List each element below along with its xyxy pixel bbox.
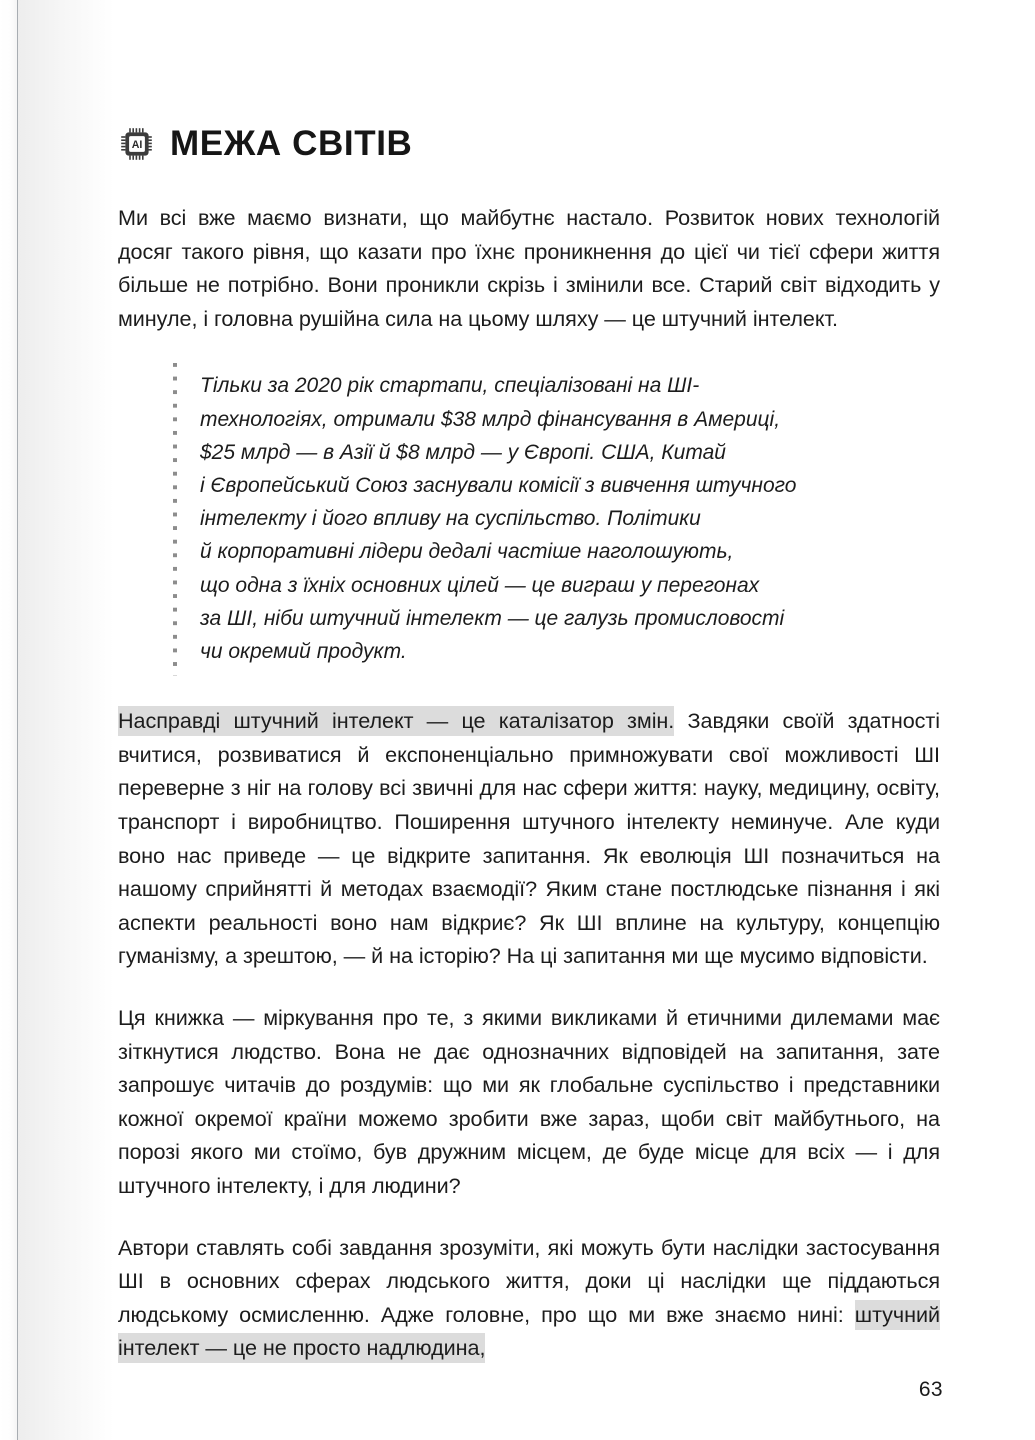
page-gutter-line xyxy=(17,0,18,1440)
paragraph-authors-start: Автори ставлять собі завдання зрозуміти, які можуть бути наслідки застосування ШІ в основних сферах людського життя, доки ці наслідки ще піддаються людському осмисленню. Адже головне, про що ми вже знаємо нині: xyxy=(118,1234,940,1327)
page-gutter-gradient xyxy=(18,0,114,1440)
highlight-superhuman: штучний інтелект — це не просто надлюдина, xyxy=(118,1300,940,1364)
page-content-column xyxy=(118,0,940,1365)
paragraph-authors-clip xyxy=(118,1231,940,1365)
pull-quote-line: і Європейський Союз заснували комісії з вивчення штучного xyxy=(200,473,797,497)
page-number: 63 xyxy=(918,1378,943,1401)
paragraph-catalyst-rest: Завдяки своїй здатності вчитися, розвиватися й експоненціально примножувати свої можливості ШІ переверне з ніг на голову всі звичні для нас сфери життя: науку, медицину, освіту, транспорт і виробництво. Поширення штучного інтелекту неминуче. Але куди воно нас приведе — це відкрите запитання. Як еволюція ШІ позначиться на нашому сприйнятті й методах взаємодії? Яким стане постлюдське пізнання і які аспекти реальності воно нам відкриє? Як ШІ вплине на культуру, концепцію гуманізму, а зрештою, — й на історію? На ці запитання ми ще мусимо відповісти. xyxy=(118,708,940,969)
paragraph-book-premise: Ця книжка — міркування про те, з якими викликами й етичними дилемами має зіткнутися людство. Вона не дає однозначних відповідей на запитання, зате запрошує читачів до роздумів: що ми як глобальне суспільство і представники кожної окремої країни можемо зробити вже зараз, щоби світ майбутнього, на порозі якого ми стоїмо, був дружним місцем, де буде місце для всіх — і для штучного інтелекту, і для людини? xyxy=(118,1004,940,1198)
pull-quote-line: й корпоративні лідери дедалі частіше наголошують, xyxy=(200,540,734,564)
dotted-rule-decoration xyxy=(173,363,177,676)
page-gutter-shadow xyxy=(0,0,18,1440)
chapter-heading xyxy=(120,126,940,161)
ai-chip-icon xyxy=(120,127,154,161)
pull-quote-line: Тільки за 2020 рік стартапи, спеціалізовані на ШІ- xyxy=(200,374,700,398)
svg-text:AI: AI xyxy=(131,138,143,151)
pull-quote-line: за ШІ, ніби штучний інтелект — це галузь промисловості xyxy=(200,606,785,630)
paragraph-intro: Ми всі вже маємо визнати, що майбутнє настало. Розвиток нових технологій досяг такого рівня, що казати про їхнє проникнення до цієї чи тієї сфери життя більше не потрібно. Вони проникли скрізь і змінили все. Старий світ відходить у минуле, і головна рушійна сила на цьому шляху — це штучний інтелект. xyxy=(118,205,940,331)
pull-quote-line: технологіях, отримали $38 млрд фінансування в Америці, xyxy=(200,407,781,431)
pull-quote-line: інтелекту і його впливу на суспільство. Політики xyxy=(200,507,701,531)
paragraph-authors xyxy=(118,1231,940,1365)
page-title: МЕЖА СВІТІВ xyxy=(170,124,413,163)
pull-quote-text xyxy=(200,369,940,668)
paragraph-catalyst xyxy=(118,704,940,973)
pull-quote-line: чи окремий продукт. xyxy=(200,640,407,663)
pull-quote-block xyxy=(118,369,940,668)
highlight-catalyst: Насправді штучний інтелект — це каталізатор змін. xyxy=(118,706,674,736)
pull-quote-line: $25 млрд — в Азії й $8 млрд — у Європі. США, Китай xyxy=(200,440,726,464)
pull-quote-line: що одна з їхніх основних цілей — це виграш у перегонах xyxy=(200,573,760,597)
